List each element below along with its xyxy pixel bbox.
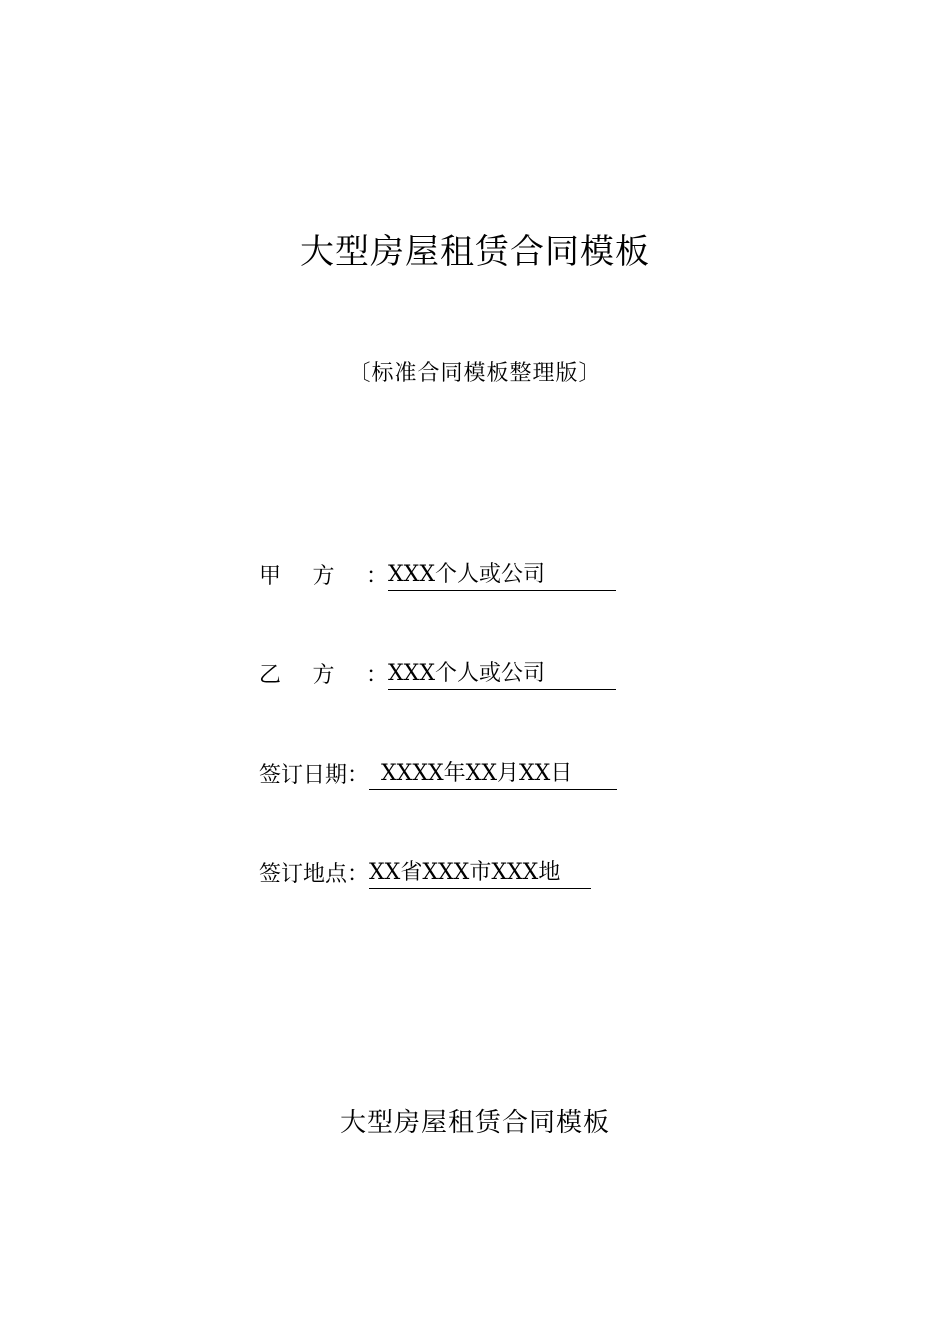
party-b-label [259,659,388,693]
signing-place-value: XX省XXX市XXX地 [369,858,591,889]
signing-date-value: XXXX年XX月XX日 [369,759,617,790]
party-a-field [259,560,616,594]
party-a-value: XXX个人或公司 [388,560,616,591]
party-b-label-right: 方： [312,663,388,688]
signing-place-label: 签订地点： [259,862,370,887]
signing-date-field [259,759,617,793]
signing-date-label: 签订日期： [259,763,370,788]
party-a-label [259,560,388,594]
party-b-label-left: 乙 [259,663,313,688]
party-a-label-right: 方： [312,564,388,589]
party-b-value: XXX个人或公司 [388,659,616,690]
footer-title: 大型房屋租赁合同模板 [339,1108,610,1138]
signing-place-field [259,858,591,892]
document-title: 大型房屋租赁合同模板 [300,232,650,272]
document-subtitle: 〔标准合同模板整理版〕 [348,361,602,386]
party-b-field [259,659,616,693]
party-a-label-left: 甲 [259,564,313,589]
